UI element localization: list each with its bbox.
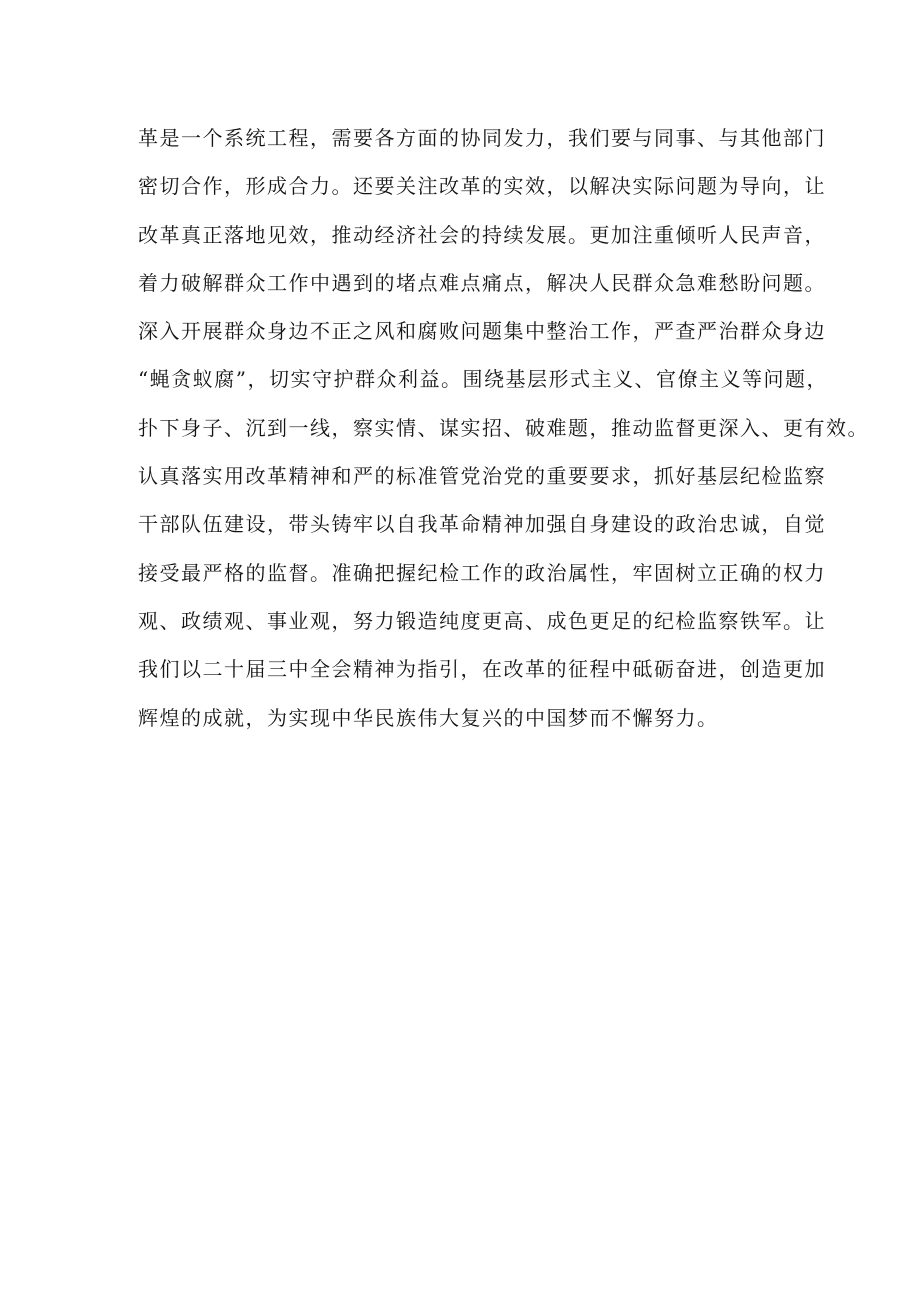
text-line: 深入开展群众身边不正之风和腐败问题集中整治工作，严查严治群众身边: [138, 319, 826, 344]
text-line: 接受最严格的监督。准确把握纪检工作的政治属性，牢固树立正确的权力: [138, 560, 826, 585]
text-line: 观、政绩观、事业观，努力锻造纯度更高、成色更足的纪检监察铁军。让: [138, 608, 826, 633]
body-paragraph: [138, 118, 869, 746]
text-line: 我们以二十届三中全会精神为指引，在改革的征程中砥砺奋进，创造更加: [138, 657, 826, 682]
text-line: 着力破解群众工作中遇到的堵点难点痛点，解决人民群众急难愁盼问题。: [138, 270, 826, 295]
text-line: 密切合作，形成合力。还要关注改革的实效，以解决实际问题为导向，让: [138, 174, 826, 199]
text-line: “蝇贪蚁腐”，切实守护群众利益。围绕基层形式主义、官僚主义等问题，: [138, 367, 828, 392]
text-line: 辉煌的成就，为实现中华民族伟大复兴的中国梦而不懈努力。: [138, 705, 719, 730]
text-line: 干部队伍建设，带头铸牢以自我革命精神加强自身建设的政治忠诚，自觉: [138, 512, 826, 537]
text-line: 改革真正落地见效，推动经济社会的持续发展。更加注重倾听人民声音，: [138, 222, 826, 247]
text-line: 认真落实用改革精神和严的标准管党治党的重要要求，抓好基层纪检监察: [138, 464, 826, 489]
text-line: 扑下身子、沉到一线，察实情、谋实招、破难题，推动监督更深入、更有效。: [138, 415, 869, 440]
text-line: 革是一个系统工程，需要各方面的协同发力，我们要与同事、与其他部门: [138, 126, 826, 150]
